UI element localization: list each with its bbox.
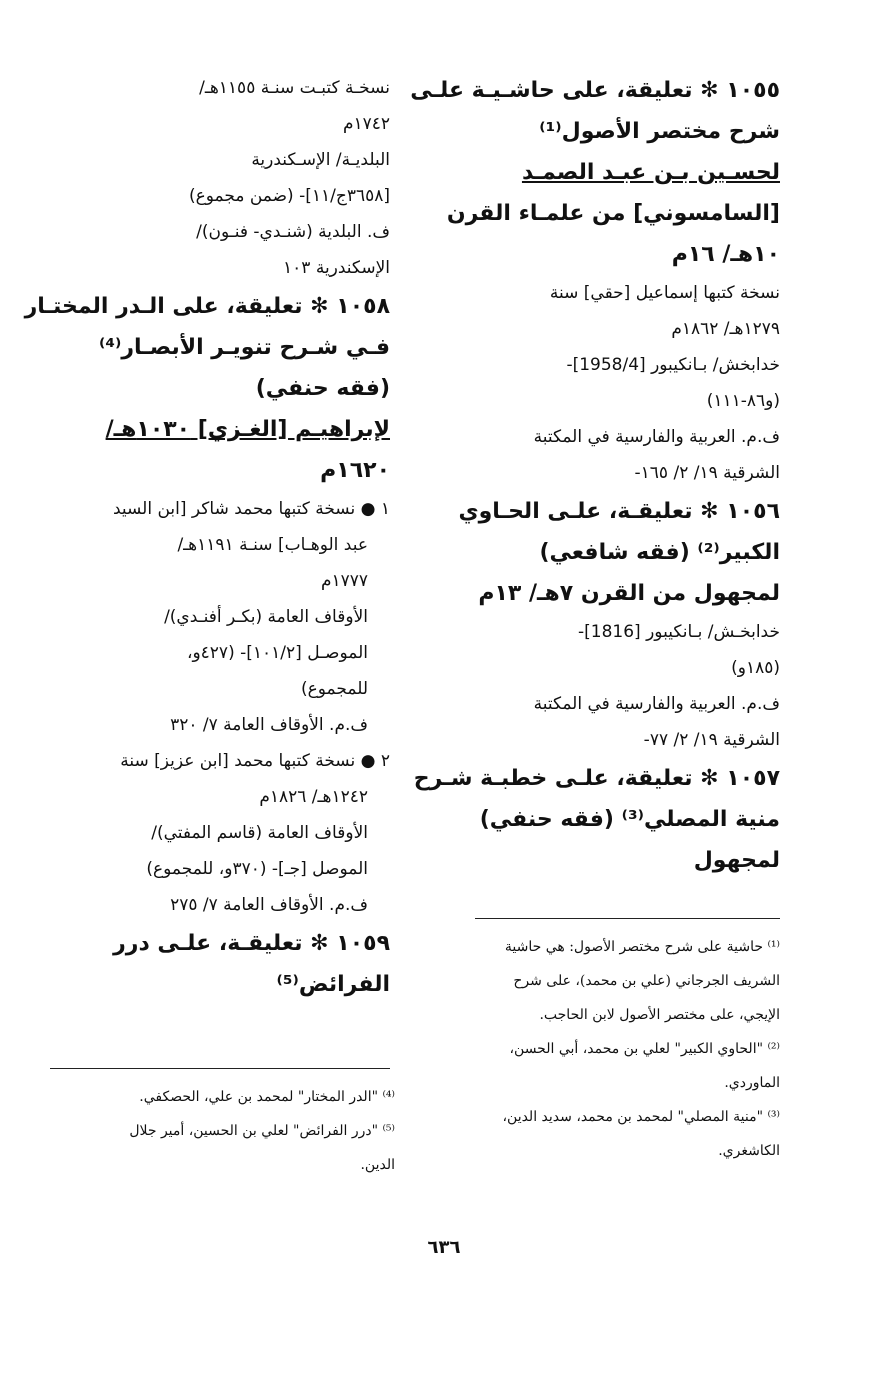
footnote-line-right-4: ⁽²⁾ "الحاوي الكبير" لعلي بن محمد، أبي الحسن، bbox=[509, 1041, 780, 1057]
right-text-line-14: لمجهول من القرن ٧هـ/ ١٣م bbox=[478, 581, 780, 606]
left-text-line-12: ١ ● نسخة كتبها محمد شاكر [ابن السيد bbox=[112, 499, 390, 519]
right-text-line-11: الشرقية ١٩/ ٢/ ١٦٥- bbox=[634, 463, 780, 483]
right-text-line-10: ف.م. العربية والفارسية في المكتبة bbox=[533, 427, 780, 447]
right-text-line-3: لحسـين بـن عبـد الصمـد bbox=[521, 160, 780, 185]
right-text-line-19: ١٠٥٧ ✻ تعليقة، علـى خطبـة شـرح bbox=[413, 766, 780, 791]
right-text-line-1: ١٠٥٥ ✻ تعليقة، على حاشـيـة علـى bbox=[410, 78, 780, 103]
left-text-line-1: نسخـة كتبـت سنـة ١١٥٥هـ/ bbox=[199, 78, 390, 98]
footnote-separator-right bbox=[475, 918, 780, 919]
left-text-line-21: الأوقاف العامة (قاسم المفتي)/ bbox=[151, 823, 368, 843]
left-text-line-11: ١٦٢٠م bbox=[320, 458, 390, 483]
left-text-line-8: فـي شـرح تنويـر الأبصـار⁽⁴⁾ bbox=[99, 335, 390, 360]
footnote-line-right-2: الشريف الجرجاني (علي بن محمد)، على شرح bbox=[513, 973, 780, 989]
left-text-line-14: ١٧٧٧م bbox=[320, 571, 368, 591]
left-text-line-3: البلديـة/ الإسـكندرية bbox=[251, 150, 390, 170]
left-text-line-24: ١٠٥٩ ✻ تعليقـة، علـى درر bbox=[113, 931, 390, 956]
footnotes-left bbox=[50, 1080, 395, 1182]
page-number: ٦٣٦ bbox=[427, 1237, 461, 1258]
footnote-line-right-3: الإيجي، على مختصر الأصول لابن الحاجب. bbox=[539, 1007, 780, 1023]
right-text-line-21: لمجهول bbox=[693, 848, 780, 873]
left-text-line-5: ف. البلدية (شنـدي- فنـون)/ bbox=[196, 222, 390, 242]
footnote-line-right-5: الماوردي. bbox=[724, 1075, 780, 1091]
right-text-line-9: (و٨٦-١١١) bbox=[706, 391, 780, 411]
right-text-line-4: [السامسوني] من علمـاء القرن bbox=[446, 201, 780, 226]
footnote-line-right-6: ⁽³⁾ "منية المصلي" لمحمد بن محمد، سديد الدين، bbox=[502, 1109, 780, 1125]
right-text-line-18: الشرقية ١٩/ ٢/ ٧٧- bbox=[643, 730, 780, 750]
footnote-line-left-1: ⁽⁴⁾ "الدر المختار" لمحمد بن علي، الحصكفي. bbox=[139, 1089, 395, 1105]
footnote-line-left-2: ⁽⁵⁾ "درر الفرائض" لعلي بن الحسين، أمير جلال bbox=[129, 1123, 395, 1139]
right-text-line-6: نسخة كتبها إسماعيل [حقي] سنة bbox=[549, 283, 780, 303]
footnote-line-right-7: الكاشغري. bbox=[718, 1143, 780, 1159]
right-text-line-15: خدابخـش/ بـانكيبور [1816]- bbox=[578, 622, 780, 642]
left-text-line-15: الأوقاف العامة (بكـر أفنـدي)/ bbox=[164, 607, 368, 627]
right-text-line-2: شرح مختصر الأصول⁽¹⁾ bbox=[539, 119, 780, 144]
left-text-line-22: الموصل [جـ]- (٣٧٠و، للمجموع) bbox=[146, 859, 368, 879]
left-text-line-6: الإسكندرية ١٠٣ bbox=[283, 258, 390, 278]
left-text-line-9: (فقه حنفي) bbox=[255, 376, 390, 401]
left-text-line-13: عبد الوهـاب] سنـة ١١٩١هـ/ bbox=[177, 535, 368, 555]
left-text-line-23: ف.م. الأوقاف العامة ٧/ ٢٧٥ bbox=[170, 895, 368, 915]
left-text-line-10: لإبراهيـم [الغـزي] ١٠٣٠هـ/ bbox=[105, 417, 390, 442]
right-text-line-17: ف.م. العربية والفارسية في المكتبة bbox=[533, 694, 780, 714]
right-text-line-13: الكبير⁽²⁾ (فقه شافعي) bbox=[539, 540, 780, 565]
left-text-line-18: ف.م. الأوقاف العامة ٧/ ٣٢٠ bbox=[170, 715, 368, 735]
right-text-line-16: (١٨٥و) bbox=[731, 658, 780, 678]
left-text-line-25: الفرائض⁽⁵⁾ bbox=[276, 972, 390, 997]
left-text-line-4: [٣٦٥٨ج/١١]- (ضمن مجموع) bbox=[188, 186, 390, 206]
left-text-line-19: ٢ ● نسخة كتبها محمد [ابن عزيز] سنة bbox=[120, 751, 390, 771]
right-text-line-8: خدابخش/ بـانكيبور [1958/4]- bbox=[566, 355, 780, 375]
left-text-line-7: ١٠٥٨ ✻ تعليقة، على الـدر المختـار bbox=[24, 294, 390, 319]
right-text-line-20: منية المصلي⁽³⁾ (فقه حنفي) bbox=[479, 807, 780, 832]
right-column bbox=[410, 70, 780, 881]
right-text-line-5: ١٠هـ/ ١٦م bbox=[671, 242, 780, 267]
footnotes-right bbox=[430, 930, 780, 1168]
left-text-line-17: للمجموع) bbox=[301, 679, 368, 699]
left-text-line-16: الموصـل [١٠١/٢]- (٤٢٧و، bbox=[186, 643, 368, 663]
footnote-line-left-3: الدين. bbox=[360, 1157, 395, 1173]
left-text-line-2: ١٧٤٢م bbox=[342, 114, 390, 134]
left-column bbox=[24, 70, 390, 1005]
footnote-line-right-1: ⁽¹⁾ حاشية على شرح مختصر الأصول: هي حاشية bbox=[504, 939, 780, 955]
left-text-line-20: ١٢٤٢هـ/ ١٨٢٦م bbox=[259, 787, 368, 807]
right-text-line-7: ١٢٧٩هـ/ ١٨٦٢م bbox=[671, 319, 780, 339]
right-text-line-12: ١٠٥٦ ✻ تعليقـة، علـى الحـاوي bbox=[458, 499, 780, 524]
footnote-separator-left bbox=[50, 1068, 390, 1069]
